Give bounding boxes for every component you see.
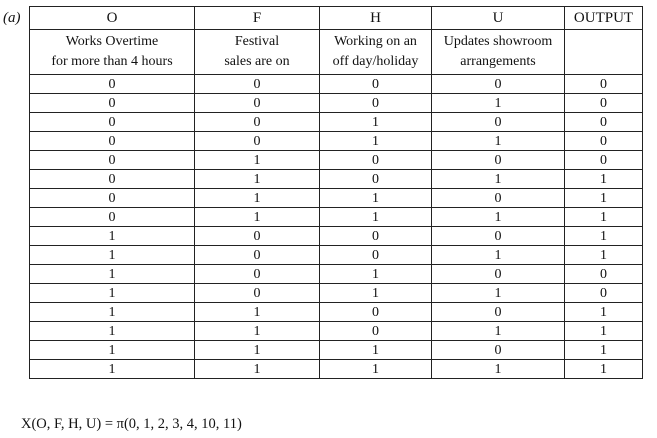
cell-f: 0 [195,265,320,284]
cell-u: 1 [432,246,565,265]
cell-f: 1 [195,170,320,189]
cell-output: 1 [565,303,643,322]
cell-o: 0 [30,170,195,189]
description-line: for more than 4 hours [51,54,173,69]
boolean-expression: X(O, F, H, U) = π(0, 1, 2, 3, 4, 10, 11) [21,416,242,432]
cell-h: 0 [320,94,432,113]
cell-f: 0 [195,113,320,132]
cell-o: 1 [30,322,195,341]
cell-f: 1 [195,208,320,227]
cell-h: 1 [320,208,432,227]
cell-f: 0 [195,75,320,94]
cell-f: 0 [195,246,320,265]
table-row [30,322,643,341]
cell-h: 1 [320,360,432,379]
table-row [30,227,643,246]
cell-u: 0 [432,265,565,284]
column-header-h: H [320,7,432,30]
column-description-o [30,30,195,75]
cell-u: 1 [432,322,565,341]
cell-f: 0 [195,284,320,303]
column-description-u [432,30,565,75]
description-line: Works Overtime [65,34,159,49]
description-line: off day/holiday [332,54,419,69]
cell-h: 0 [320,303,432,322]
column-header-output: OUTPUT [565,7,643,30]
column-header-o: O [30,7,195,30]
part-label: (a) [3,10,21,26]
cell-f: 0 [195,94,320,113]
cell-f: 1 [195,151,320,170]
cell-f: 1 [195,360,320,379]
cell-u: 1 [432,284,565,303]
cell-h: 1 [320,189,432,208]
cell-output: 0 [565,265,643,284]
cell-u: 0 [432,227,565,246]
cell-o: 1 [30,303,195,322]
truth-table [29,6,643,379]
cell-o: 1 [30,284,195,303]
cell-u: 1 [432,208,565,227]
cell-o: 0 [30,189,195,208]
header-description-row [30,30,643,75]
description-line: Updates showroom [443,34,553,49]
table-row [30,75,643,94]
table-row [30,132,643,151]
cell-h: 1 [320,341,432,360]
cell-u: 1 [432,360,565,379]
cell-o: 1 [30,360,195,379]
cell-h: 0 [320,151,432,170]
cell-h: 0 [320,170,432,189]
cell-output: 0 [565,75,643,94]
cell-output: 1 [565,341,643,360]
table-row [30,341,643,360]
cell-o: 0 [30,75,195,94]
cell-f: 1 [195,189,320,208]
cell-output: 0 [565,151,643,170]
cell-o: 0 [30,208,195,227]
cell-f: 1 [195,303,320,322]
cell-output: 1 [565,246,643,265]
cell-h: 0 [320,75,432,94]
cell-u: 0 [432,189,565,208]
cell-h: 0 [320,322,432,341]
cell-output: 1 [565,170,643,189]
cell-f: 1 [195,322,320,341]
cell-output: 1 [565,208,643,227]
cell-o: 0 [30,151,195,170]
cell-output: 0 [565,132,643,151]
cell-f: 0 [195,132,320,151]
table-row [30,113,643,132]
truth-table-body [30,75,643,379]
table-row [30,246,643,265]
cell-f: 1 [195,341,320,360]
cell-u: 1 [432,94,565,113]
cell-h: 1 [320,284,432,303]
cell-u: 1 [432,170,565,189]
cell-output: 1 [565,189,643,208]
cell-o: 1 [30,227,195,246]
column-description-h [320,30,432,75]
column-description-f [195,30,320,75]
cell-h: 1 [320,113,432,132]
cell-u: 1 [432,132,565,151]
table-row [30,265,643,284]
column-header-u: U [432,7,565,30]
cell-u: 0 [432,113,565,132]
cell-u: 0 [432,341,565,360]
description-line: Festival [234,34,280,49]
cell-output: 1 [565,360,643,379]
description-line: arrangements [460,54,536,69]
cell-output: 1 [565,322,643,341]
table-row [30,170,643,189]
cell-o: 0 [30,94,195,113]
cell-h: 0 [320,246,432,265]
cell-h: 0 [320,227,432,246]
cell-u: 0 [432,75,565,94]
description-line: sales are on [224,54,290,69]
table-row [30,151,643,170]
table-row [30,94,643,113]
cell-u: 0 [432,151,565,170]
column-header-f: F [195,7,320,30]
cell-o: 1 [30,341,195,360]
cell-output: 0 [565,94,643,113]
cell-output: 1 [565,227,643,246]
cell-o: 0 [30,132,195,151]
cell-o: 1 [30,265,195,284]
description-line: Working on an [334,34,417,49]
table-row [30,208,643,227]
cell-f: 0 [195,227,320,246]
header-letter-row [30,7,643,30]
cell-u: 0 [432,303,565,322]
table-row [30,303,643,322]
cell-o: 1 [30,246,195,265]
table-row [30,284,643,303]
table-row [30,189,643,208]
cell-output: 0 [565,284,643,303]
cell-output: 0 [565,113,643,132]
cell-o: 0 [30,113,195,132]
table-row [30,360,643,379]
cell-h: 1 [320,132,432,151]
column-description-output [565,30,643,75]
cell-h: 1 [320,265,432,284]
